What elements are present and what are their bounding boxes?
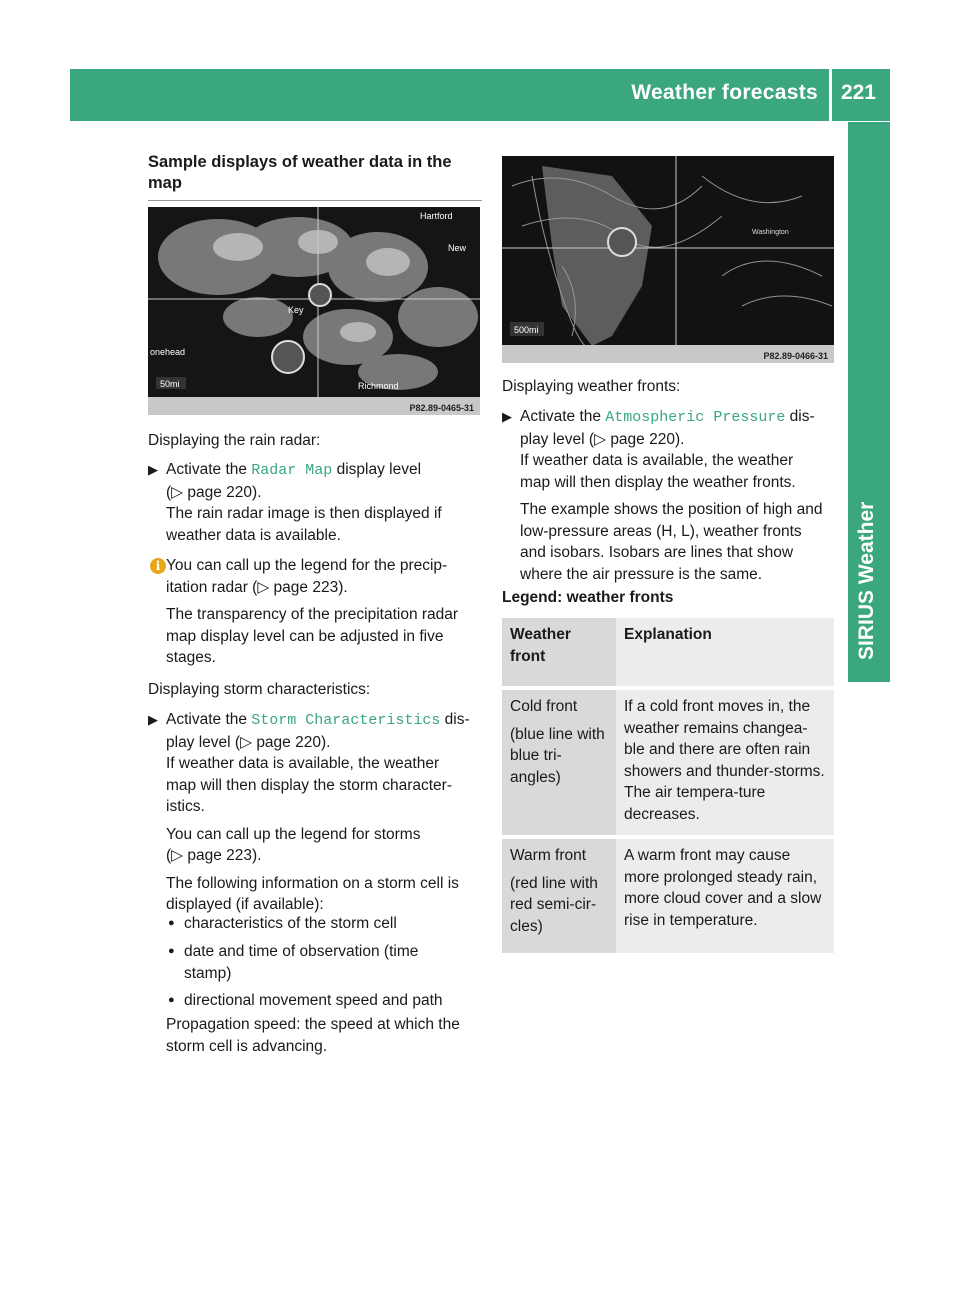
propagation-text: Propagation speed: the speed at which the storm cell is advancing. — [166, 1016, 460, 1055]
weather-fronts-legend-table — [502, 618, 834, 957]
map-label: Washington — [752, 229, 789, 236]
bullet-icon: ● — [168, 994, 175, 1006]
legend-title: Legend: weather fronts — [502, 589, 674, 606]
map-label: New — [448, 243, 467, 253]
figure-code: P82.89-0466-31 — [763, 351, 828, 361]
map-label: Key — [288, 305, 304, 315]
explanation-cell: If a cold front moves in, the weather remains changea-ble and there are often rain showers and thunder-storms. The air tempera-ture decreases. — [616, 690, 834, 839]
storm-characteristics-code: Storm Characteristics — [251, 712, 441, 729]
explanation-cell: A warm front may cause more prolonged steady rain, more cloud cover and a slow rise in temperature. — [616, 839, 834, 957]
front-detail: (blue line with blue tri-angles) — [510, 725, 605, 786]
radar-map-code: Radar Map — [251, 462, 333, 479]
map-label: Hartford — [420, 211, 453, 221]
bullet-icon: ● — [168, 945, 175, 957]
map-scale-label: 500mi — [514, 325, 539, 335]
list-item: characteristics of the storm cell — [184, 915, 397, 932]
list-item: directional movement speed and path — [184, 992, 443, 1009]
storm-intro: Displaying storm characteristics: — [148, 681, 371, 698]
list-item: date and time of observation (time stamp) — [184, 943, 419, 982]
storm-step: Activate the Storm Characteristics dis- play level (▷ page 220). If weather data is available, the weather map will then display the storm character- istics. You can call up the legend for storms (▷ page 223). The following information on a storm cell is displayed (if available): — [166, 711, 470, 913]
map-label: onehead — [150, 347, 186, 357]
rain-radar-map-graphic — [148, 207, 480, 415]
table-header-row — [502, 618, 834, 690]
front-name: Cold front — [510, 698, 578, 715]
fronts-intro: Displaying weather fronts: — [502, 378, 681, 395]
side-tab-label: SIRIUS Weather — [855, 501, 878, 660]
header-separator — [829, 69, 832, 121]
rain-step: Activate the Radar Map display level (▷ page 220). The rain radar image is then displayed if weather data is available. — [166, 461, 442, 544]
bullet-icon: ● — [168, 917, 175, 929]
front-cell — [502, 839, 616, 957]
atmospheric-pressure-code: Atmospheric Pressure — [605, 409, 786, 426]
weather-fronts-map-graphic — [502, 156, 834, 363]
step-arrow-icon: ▶ — [502, 409, 512, 424]
table-row — [502, 839, 834, 957]
header-bar — [70, 69, 890, 121]
front-detail: (red line with red semi-cir-cles) — [510, 874, 598, 935]
front-name: Warm front — [510, 847, 587, 864]
rain-radar-map-image — [148, 207, 480, 415]
section-title: Sample displays of weather data in the map — [148, 153, 452, 192]
map-scale-label: 50mi — [160, 379, 180, 389]
figure-code: P82.89-0465-31 — [409, 403, 474, 413]
rain-intro: Displaying the rain radar: — [148, 432, 321, 449]
page-number: 221 — [840, 81, 876, 104]
table-row — [502, 690, 834, 839]
column-header-front: Weather front — [502, 618, 616, 690]
section-rule — [148, 200, 482, 201]
page-title: Weather forecasts — [631, 81, 818, 104]
map-label: Richmond — [358, 381, 399, 391]
info-note: You can call up the legend for the precip- itation radar (▷ page 223). The transparency of the precipitation radar map display level can be adjusted in five stages. — [166, 557, 459, 666]
step-arrow-icon: ▶ — [148, 712, 158, 727]
weather-fronts-map-image — [502, 156, 834, 363]
fronts-step: Activate the Atmospheric Pressure dis- play level (▷ page 220). If weather data is available, the weather map will then display the weather fronts. The example shows the position of high and low-pressure areas (H, L), weather fronts and isobars. Isobars are lines that show where the air pressure is the same. — [520, 408, 823, 583]
info-icon: i — [150, 558, 166, 574]
front-cell — [502, 690, 616, 839]
column-header-explanation: Explanation — [616, 618, 834, 690]
step-arrow-icon: ▶ — [148, 462, 158, 477]
